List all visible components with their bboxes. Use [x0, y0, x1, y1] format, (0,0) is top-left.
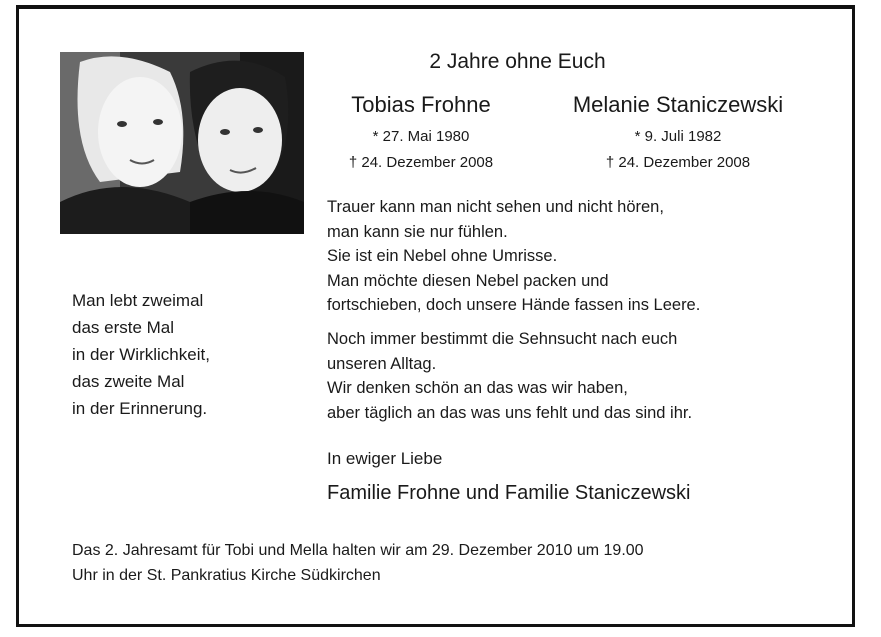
text-line: unseren Alltag. [327, 354, 437, 373]
text-line: Noch immer bestimmt die Sehnsucht nach euch [327, 330, 678, 348]
memorial-quote [72, 287, 312, 422]
person-melanie [548, 92, 808, 176]
signoff: In ewiger Liebe [327, 449, 443, 468]
quote-line: Man lebt zweimal [72, 291, 204, 310]
text-line: aber täglich an das was uns fehlt und das sind ihr. [327, 403, 693, 422]
birth-date: * 27. Mai 1980 [372, 128, 470, 145]
quote-line: das zweite Mal [72, 372, 185, 391]
notice-title: 2 Jahre ohne Euch [429, 50, 606, 73]
text-line: Sie ist ein Nebel ohne Umrisse. [327, 247, 558, 265]
family-names: Familie Frohne und Familie Staniczewski [327, 482, 691, 504]
text-line: man kann sie nur fühlen. [327, 222, 508, 241]
quote-line: in der Erinnerung. [72, 399, 208, 418]
quote-line: das erste Mal [72, 318, 175, 337]
quote-line: in der Wirklichkeit, [72, 345, 210, 364]
text-line: fortschieben, doch unsere Hände fassen ins Leere. [327, 296, 701, 314]
text-line: Man möchte diesen Nebel packen und [327, 271, 609, 290]
longing-paragraph [327, 327, 817, 425]
grief-paragraph [327, 195, 817, 318]
couple-photo [60, 52, 304, 234]
footer-line: Das 2. Jahresamt für Tobi und Mella halten wir am 29. Dezember 2010 um 19.00 [72, 542, 644, 559]
birth-date: * 9. Juli 1982 [634, 128, 722, 145]
person-tobias [326, 92, 516, 176]
death-date: † 24. Dezember 2008 [348, 154, 494, 171]
text-line: Trauer kann man nicht sehen und nicht hören, [327, 198, 664, 216]
person-name: Tobias Frohne [351, 92, 491, 117]
death-date: † 24. Dezember 2008 [605, 154, 751, 171]
text-line: Wir denken schön an das was wir haben, [327, 379, 628, 397]
person-name: Melanie Staniczewski [572, 92, 784, 117]
footer-line: Uhr in der St. Pankratius Kirche Südkirchen [72, 567, 381, 584]
memorial-service-footer [72, 538, 822, 588]
